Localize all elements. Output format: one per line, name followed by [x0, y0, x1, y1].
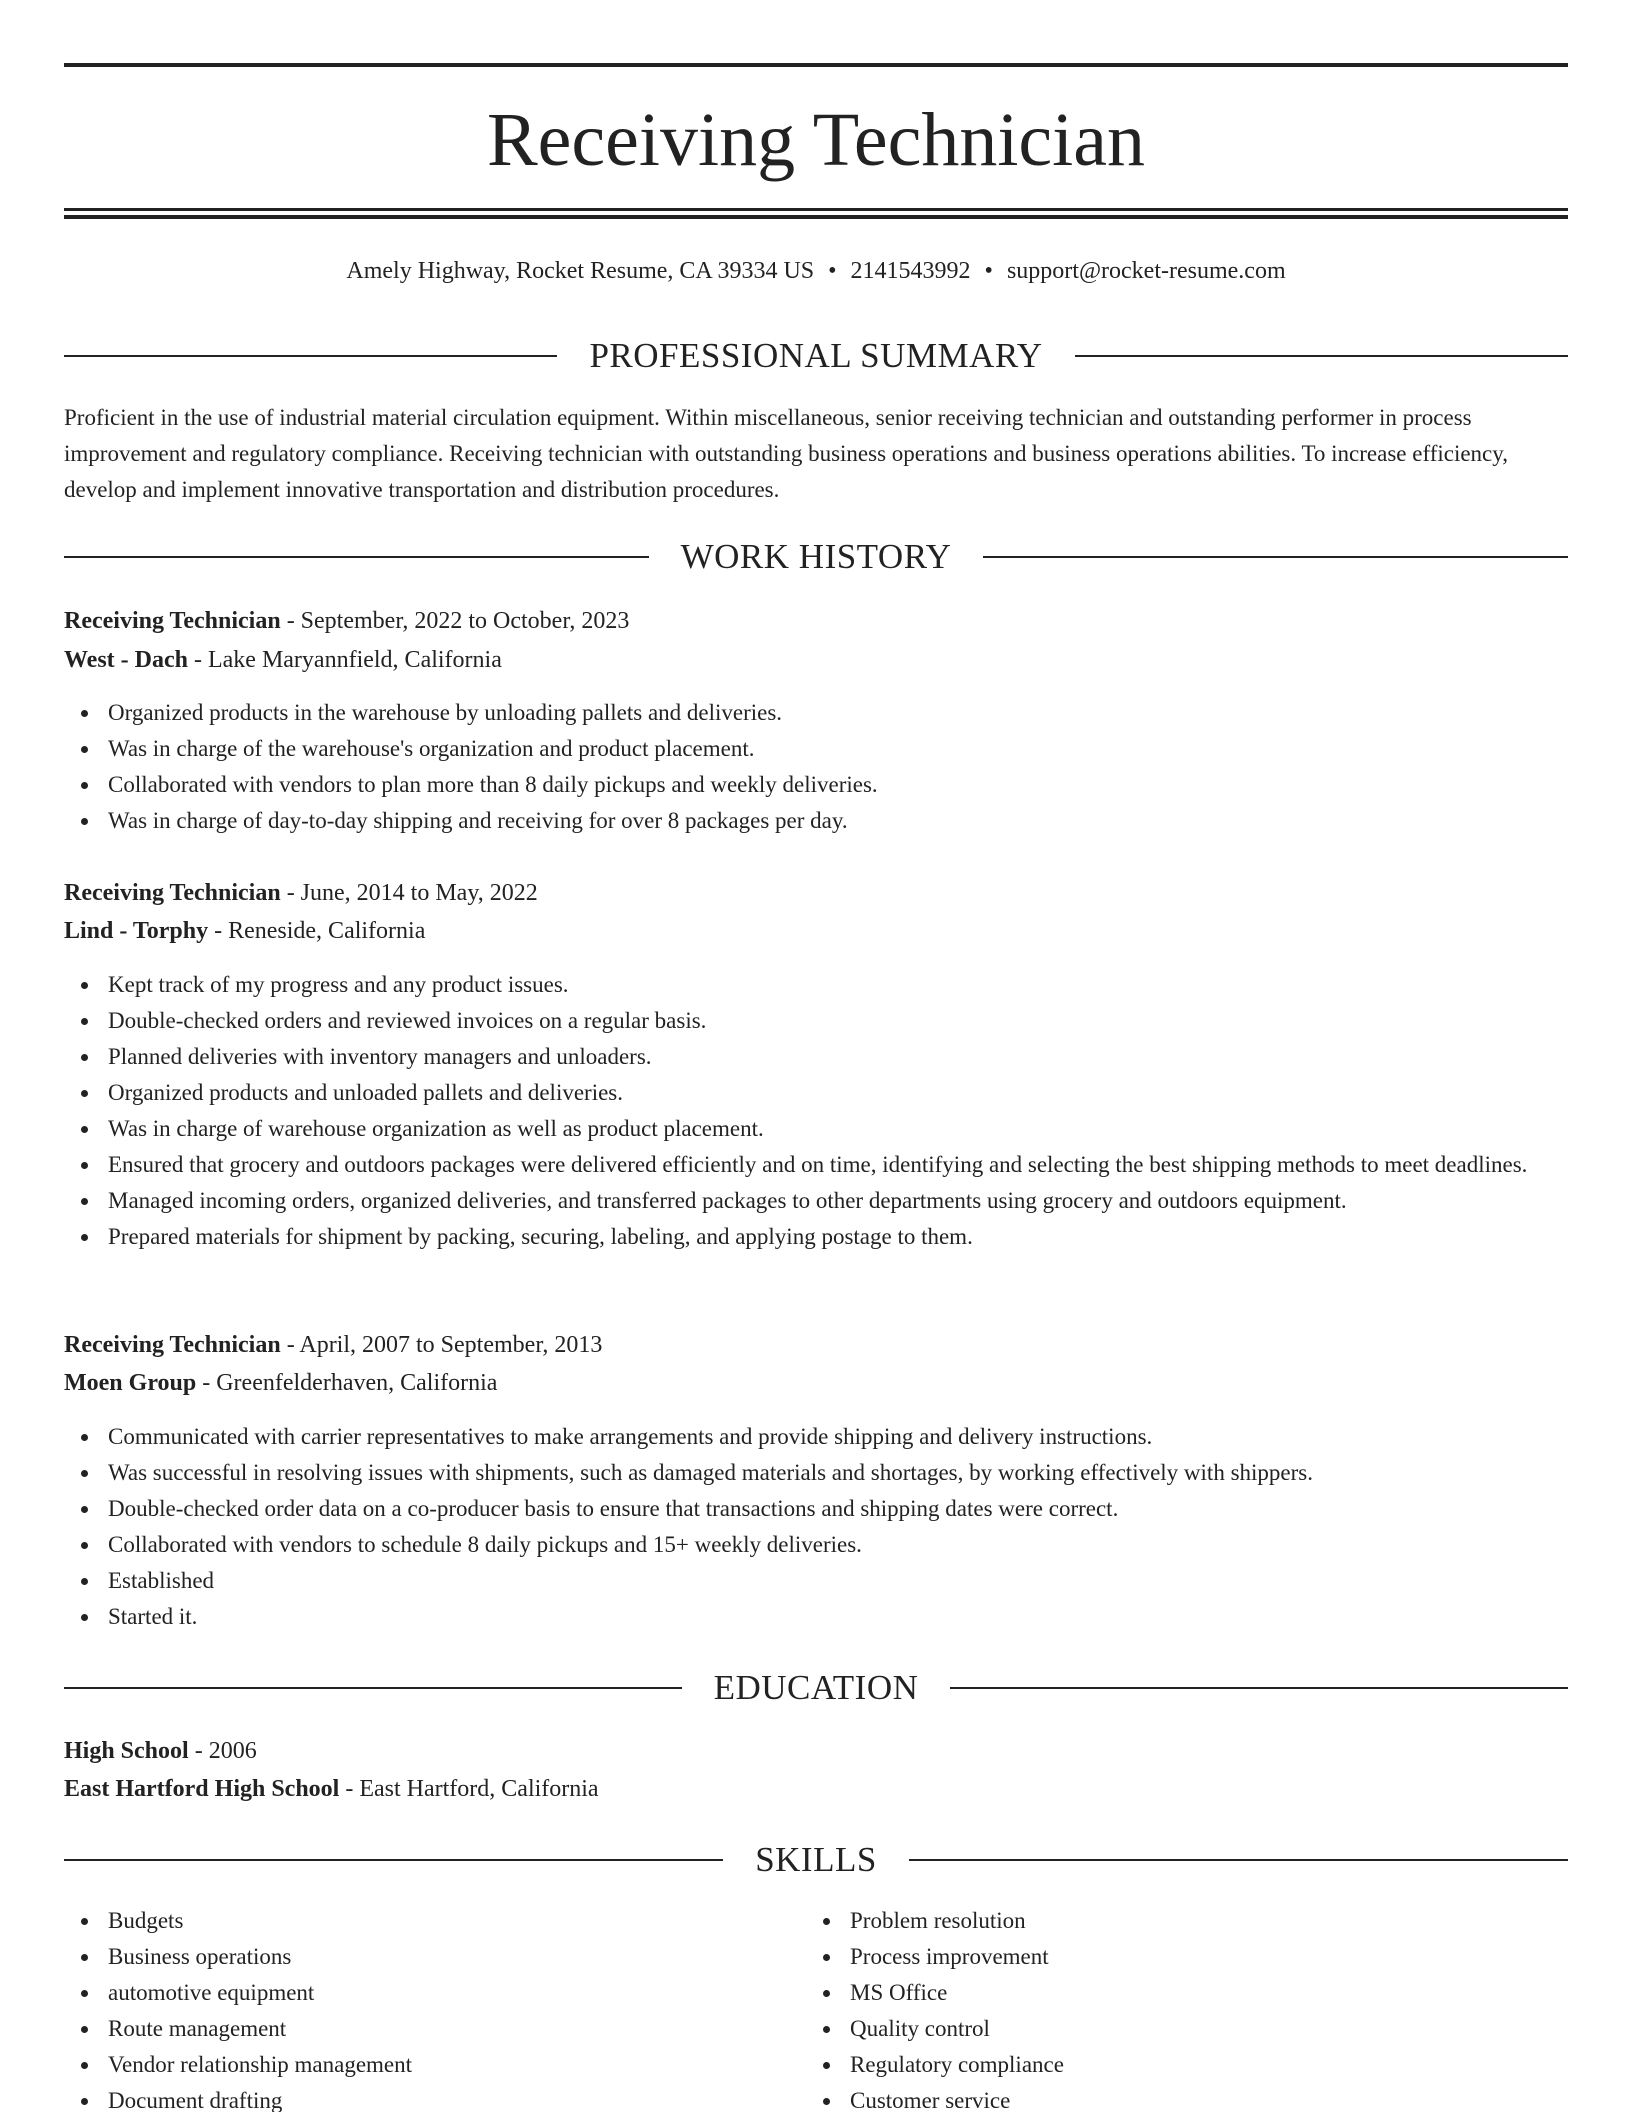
job-title-line — [64, 602, 1568, 640]
section-heading-skills — [64, 1838, 1568, 1882]
section-heading-education — [64, 1666, 1568, 1710]
job-bullet: Established — [64, 1563, 1568, 1599]
job-bullet: Double-checked orders and reviewed invoices on a regular basis. — [64, 1003, 1568, 1039]
job-title: Receiving Technician — [64, 880, 281, 906]
education-degree: High School — [64, 1738, 189, 1764]
job-company: West - Dach — [64, 647, 188, 673]
job-company: Lind - Torphy — [64, 918, 209, 944]
skill-item: Vendor relationship management — [64, 2047, 804, 2083]
job-location: - Reneside, California — [208, 918, 426, 944]
summary-text: Proficient in the use of industrial material circulation equipment. Within miscellaneous, senior receiving technician and outstanding performer in process improvement and regulatory compliance. Receiving technician with outstanding business operations and business operations abilities. To increase efficiency, develop and implement innovative transportation and distribution procedures. — [64, 405, 1509, 502]
section-heading-work-history — [64, 535, 1568, 579]
header-top-rule — [64, 63, 1568, 67]
job-dates: - September, 2022 to October, 2023 — [280, 608, 630, 634]
job-bullet: Collaborated with vendors to schedule 8 daily pickups and 15+ weekly deliveries. — [64, 1527, 1568, 1563]
job-bullets — [64, 1419, 1568, 1635]
job-title-line — [64, 874, 1568, 912]
contact-email: support@rocket-resume.com — [1006, 258, 1286, 284]
skill-item: Budgets — [64, 1903, 804, 1939]
job-dates: - June, 2014 to May, 2022 — [280, 880, 538, 906]
contact-address: Amely Highway, Rocket Resume, CA 39334 US — [346, 258, 815, 284]
job-bullet: Communicated with carrier representatives to make arrangements and provide shipping and delivery instructions. — [64, 1419, 1568, 1455]
job-bullet: Double-checked order data on a co-producer basis to ensure that transactions and shipping dates were correct. — [64, 1491, 1568, 1527]
job-bullet: Organized products and unloaded pallets and deliveries. — [64, 1075, 1568, 1111]
job-location: - Greenfelderhaven, California — [196, 1370, 498, 1396]
job-company-line — [64, 912, 1568, 950]
job-bullets — [64, 695, 1568, 839]
job-bullet: Started it. — [64, 1599, 1568, 1635]
job-title: Receiving Technician — [64, 608, 281, 634]
resume-title: Receiving Technician — [486, 98, 1146, 182]
education-year: - 2006 — [188, 1738, 257, 1764]
contact-phone: 2141543992 — [850, 258, 971, 284]
skill-item: Business operations — [64, 1939, 804, 1975]
section-title: WORK HISTORY — [680, 537, 952, 576]
job-bullet: Planned deliveries with inventory managers and unloaders. — [64, 1039, 1568, 1075]
job-title-line — [64, 1326, 1568, 1364]
section-rule-right — [983, 556, 1568, 558]
job-bullet: Managed incoming orders, organized deliveries, and transferred packages to other departments using grocery and outdoors equipment. — [64, 1183, 1568, 1219]
education-degree-line — [64, 1732, 1568, 1770]
skill-item: Problem resolution — [806, 1903, 1566, 1939]
section-heading-summary — [64, 334, 1568, 378]
education-school-line — [64, 1770, 1568, 1808]
job-title: Receiving Technician — [64, 1332, 281, 1358]
section-rule-left — [64, 1687, 682, 1689]
job-location: - Lake Maryannfield, California — [187, 647, 502, 673]
section-title: EDUCATION — [713, 1668, 919, 1707]
skill-item: automotive equipment — [64, 1975, 804, 2011]
skills-list-left — [64, 1903, 804, 2112]
skill-item: Document drafting — [64, 2083, 804, 2112]
job-bullet: Was in charge of the warehouse's organization and product placement. — [64, 731, 1568, 767]
header-double-rule-upper — [64, 208, 1568, 211]
section-rule-left — [64, 556, 649, 558]
job-bullet: Collaborated with vendors to plan more than 8 daily pickups and weekly deliveries. — [64, 767, 1568, 803]
skill-item: Quality control — [806, 2011, 1566, 2047]
section-rule-right — [950, 1687, 1568, 1689]
contact-separator: • — [984, 258, 993, 284]
job-company-line — [64, 1364, 1568, 1402]
education-school: East Hartford High School — [64, 1776, 340, 1802]
section-title: PROFESSIONAL SUMMARY — [589, 336, 1043, 375]
skill-item: MS Office — [806, 1975, 1566, 2011]
job-dates: - April, 2007 to September, 2013 — [280, 1332, 603, 1358]
job-bullet: Kept track of my progress and any product issues. — [64, 967, 1568, 1003]
contact-line — [64, 255, 1568, 287]
job-bullet: Organized products in the warehouse by unloading pallets and deliveries. — [64, 695, 1568, 731]
job-bullet: Ensured that grocery and outdoors packages were delivered efficiently and on time, identifying and selecting the best shipping methods to meet deadlines. — [64, 1147, 1568, 1183]
skill-item: Route management — [64, 2011, 804, 2047]
contact-separator: • — [828, 258, 837, 284]
skills-list-right — [806, 1903, 1566, 2112]
job-bullet: Prepared materials for shipment by packing, securing, labeling, and applying postage to them. — [64, 1219, 1568, 1255]
job-bullet: Was in charge of warehouse organization as well as product placement. — [64, 1111, 1568, 1147]
education-location: - East Hartford, California — [339, 1776, 599, 1802]
job-bullet: Was successful in resolving issues with shipments, such as damaged materials and shortages, by working effectively with shippers. — [64, 1455, 1568, 1491]
job-company-line — [64, 641, 1568, 679]
job-company: Moen Group — [64, 1370, 197, 1396]
skill-item: Customer service — [806, 2083, 1566, 2112]
job-bullets — [64, 967, 1568, 1255]
section-rule-left — [64, 1859, 723, 1861]
section-rule-right — [909, 1859, 1568, 1861]
skill-item: Regulatory compliance — [806, 2047, 1566, 2083]
header-double-rule-lower — [64, 215, 1568, 219]
section-title: SKILLS — [755, 1840, 877, 1879]
job-bullet: Was in charge of day-to-day shipping and receiving for over 8 packages per day. — [64, 803, 1568, 839]
section-rule-right — [1075, 355, 1568, 357]
skill-item: Process improvement — [806, 1939, 1566, 1975]
section-rule-left — [64, 355, 557, 357]
